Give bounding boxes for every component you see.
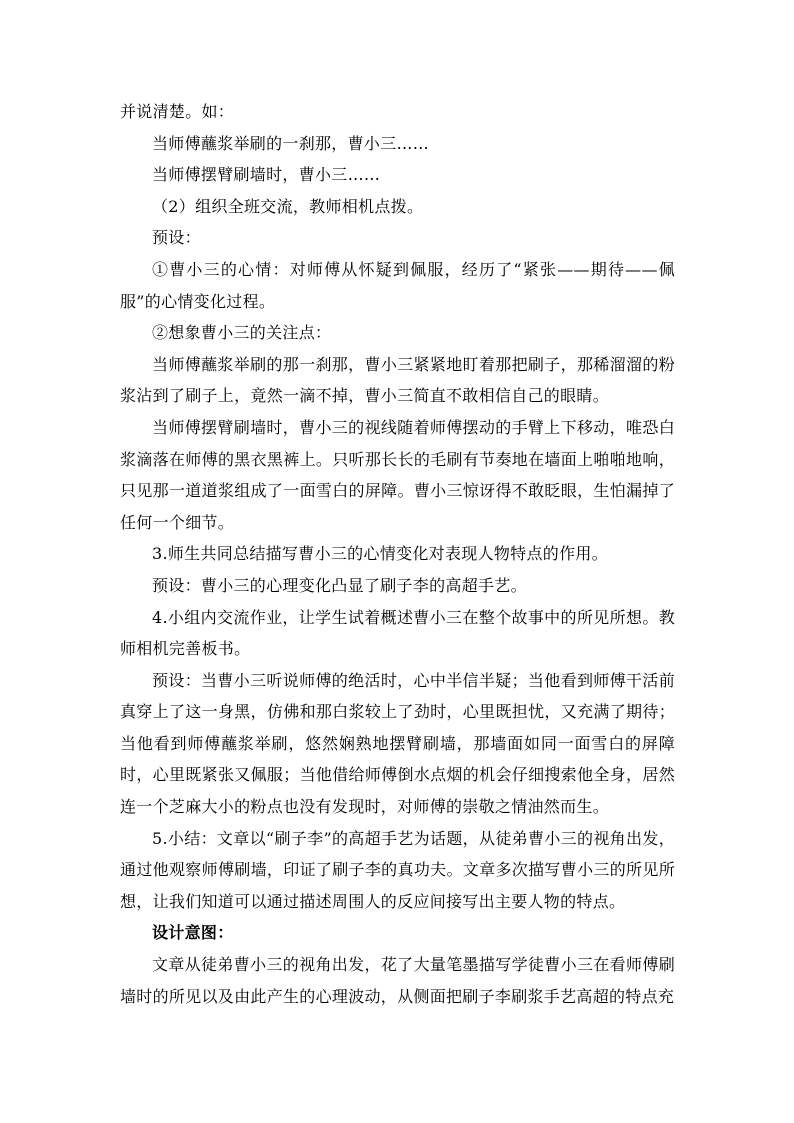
paragraph-summary: 5.小结：文章以“刷子李”的高超手艺为话题，从徒弟曹小三的视角出发，通过他观察师傅刷墙，印证了刷子李的真功夫。文章多次描写曹小三的所见所想，让我们知道可以通过描述周围人的反应间接写出主要人物的特点。 xyxy=(120,828,675,911)
paragraph-example-1: 当师傅蘸浆举刷的一刹那，曹小三…… xyxy=(152,133,430,153)
paragraph-focus-heading: ②想象曹小三的关注点： xyxy=(152,323,332,343)
paragraph-step-3: 3.师生共同总结描写曹小三的心情变化对表现人物特点的作用。 xyxy=(152,544,608,564)
paragraph-intro: 并说清楚。如： xyxy=(120,102,235,121)
paragraph-example-2: 当师傅摆臂刷墙时，曹小三…… xyxy=(152,165,381,185)
paragraph-design-intent-heading: 设计意图： xyxy=(152,923,234,943)
paragraph-focus-2: 当师傅摆臂刷墙时，曹小三的视线随着师傅摆动的手臂上下移动，唯恐白浆滴落在师傅的黑衣黑裤上。只听那长长的毛刷有节奏地在墙面上啪啪地响，只见那一道道浆组成了一面雪白的屏障。曹小三惊讶得不敢眨眼，生怕漏掉了任何一个细节。 xyxy=(120,417,675,532)
paragraph-step-4: 4.小组内交流作业，让学生试着概述曹小三在整个故事中的所见所想。教师相机完善板书。 xyxy=(120,607,675,659)
paragraph-step-2: （2）组织全班交流，教师相机点拨。 xyxy=(152,196,424,216)
paragraph-preset-3: 预设：曹小三的心理变化凸显了刷子李的高超手艺。 xyxy=(152,575,527,595)
paragraph-preset-4: 预设：当曹小三听说师傅的绝活时，心中半信半疑；当他看到师傅干活前真穿上了这一身黑，仿佛和那白浆较上了劲时，心里既担忧，又充满了期待；当他看到师傅蘸浆举刷，悠然娴熟地摆臂刷墙，那墙面如同一面雪白的屏障时，心里既紧张又佩服；当他借给师傅倒水点烟的机会仔细搜索他全身，居然连一个芝麻大小的粉点也没有发现时，对师傅的崇敬之情油然而生。 xyxy=(120,670,675,817)
paragraph-preset-label: 预设： xyxy=(152,228,201,248)
document-body xyxy=(120,96,675,1012)
paragraph-focus-1: 当师傅蘸浆举刷的那一刹那，曹小三紧紧地盯着那把刷子，那稀溜溜的粉浆沾到了刷子上，竟然一滴不掉，曹小三简直不敢相信自己的眼睛。 xyxy=(120,354,675,406)
paragraph-mood: ①曹小三的心情：对师傅从怀疑到佩服，经历了“紧张——期待——佩服”的心情变化过程。 xyxy=(120,259,675,311)
paragraph-design-intent: 文章从徒弟曹小三的视角出发，花了大量笔墨描写学徒曹小三在看师傅刷墙时的所见以及由此产生的心理波动，从侧面把刷子李刷浆手艺高超的特点充 xyxy=(120,955,675,1006)
